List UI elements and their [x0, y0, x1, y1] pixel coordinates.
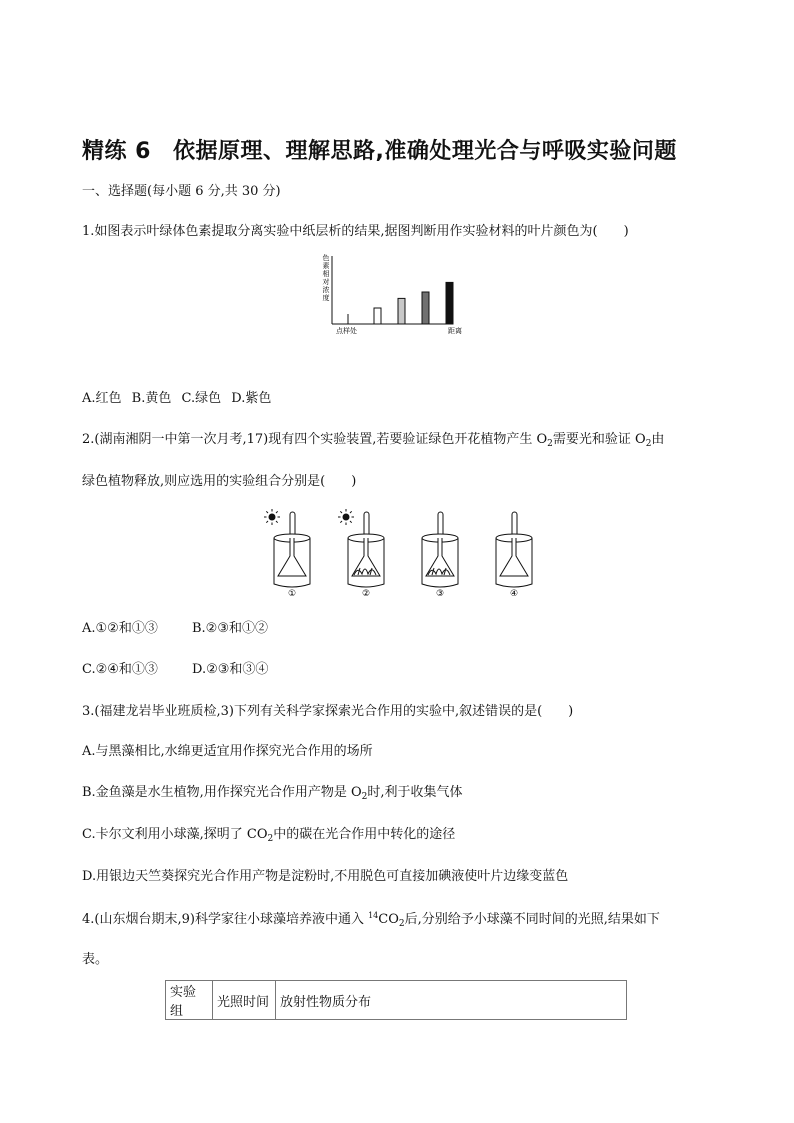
q1-option-b: B.黄色 — [131, 391, 172, 406]
q3-stem: 3.(福建龙岩毕业班质检,3)下列有关科学家探索光合作用的实验中,叙述错误的是( ) — [82, 704, 574, 719]
q4-stem-line2: 表。 — [82, 952, 109, 967]
table-header-row — [166, 981, 627, 1020]
apparatus-1 — [264, 509, 310, 598]
sun-icon — [338, 509, 354, 525]
results-table — [165, 980, 627, 1020]
q2-option-a: A.①②和①③ — [82, 621, 158, 636]
apparatus-label-2: ② — [361, 589, 371, 598]
q3-option-a: A.与黑藻相比,水绵更适宜用作探究光合作用的场所 — [82, 744, 373, 759]
table-header-cell: 光照时间 — [213, 981, 276, 1020]
q1-options — [82, 392, 271, 405]
apparatus-label-3: ③ — [435, 589, 445, 598]
bar-2 — [398, 298, 405, 324]
q1-option-a: A.红色 — [82, 391, 122, 406]
table-header-cell: 实验组 — [166, 981, 213, 1020]
q2-options-row2 — [82, 662, 269, 677]
bar-3 — [422, 292, 429, 324]
q2-option-c: C.②④和①③ — [82, 662, 158, 677]
apparatus-4 — [496, 512, 532, 598]
q3-option-c: C.卡尔文利用小球藻,探明了 $CO_2$中的碳在光合作用中转化的途径 — [82, 827, 456, 844]
table-header-cell: 放射性物质分布 — [276, 981, 627, 1020]
q2-stem-line2: 绿色植物释放,则应选用的实验组合分别是( ) — [82, 474, 357, 489]
q2-option-b: B.②③和①② — [192, 621, 268, 636]
apparatus-label-4: ④ — [509, 589, 519, 598]
apparatus-2 — [338, 509, 384, 598]
apparatus-label-1: ① — [287, 589, 297, 598]
page-title — [82, 134, 677, 165]
q4-stem-line1: 4.(山东烟台期末,9)科学家往小球藻培养液中通入 $^{14}CO_2$后,分别给予小球藻不同时间的光照,结果如下 — [82, 911, 660, 929]
chart-bars — [374, 282, 453, 324]
exercise-number: 精练 6 — [82, 139, 151, 164]
bar-1 — [374, 308, 381, 324]
x-axis-label: 距离 — [448, 327, 462, 335]
q2-options-row1 — [82, 621, 268, 636]
q2-option-d: D.②③和③④ — [192, 662, 269, 677]
apparatus-3 — [422, 512, 458, 598]
q3-option-b: B.金鱼藻是水生植物,用作探究光合作用产物是 $O_2$时,利于收集气体 — [82, 785, 463, 802]
sun-icon — [264, 509, 280, 525]
y-axis-label: 色素相对浓度 — [322, 254, 330, 302]
q2-stem-line1: 2.(湖南湘阴一中第一次月考,17)现有四个实验装置,若要验证绿色开花植物产生 $O_2$需要光和验证 $O_2$由 — [82, 432, 665, 449]
experiment-apparatus-figure — [262, 508, 546, 598]
q3-option-d: D.用银边天竺葵探究光合作用产物是淀粉时,不用脱色可直接加碘液使叶片边缘变蓝色 — [82, 869, 569, 884]
q1-stem: 1.如图表示叶绿体色素提取分离实验中纸层析的结果,据图判断用作实验材料的叶片颜色为( ) — [82, 224, 629, 239]
q1-option-c: C.绿色 — [181, 391, 222, 406]
bar-4 — [446, 282, 453, 324]
section-heading: 一、选择题(每小题 6 分,共 30 分) — [82, 184, 281, 199]
title-text: 依据原理、理解思路,准确处理光合与呼吸实验问题 — [172, 139, 677, 164]
origin-label: 点样处 — [336, 327, 357, 335]
pigment-chromatography-chart — [318, 254, 478, 336]
q1-option-d: D.紫色 — [231, 391, 272, 406]
